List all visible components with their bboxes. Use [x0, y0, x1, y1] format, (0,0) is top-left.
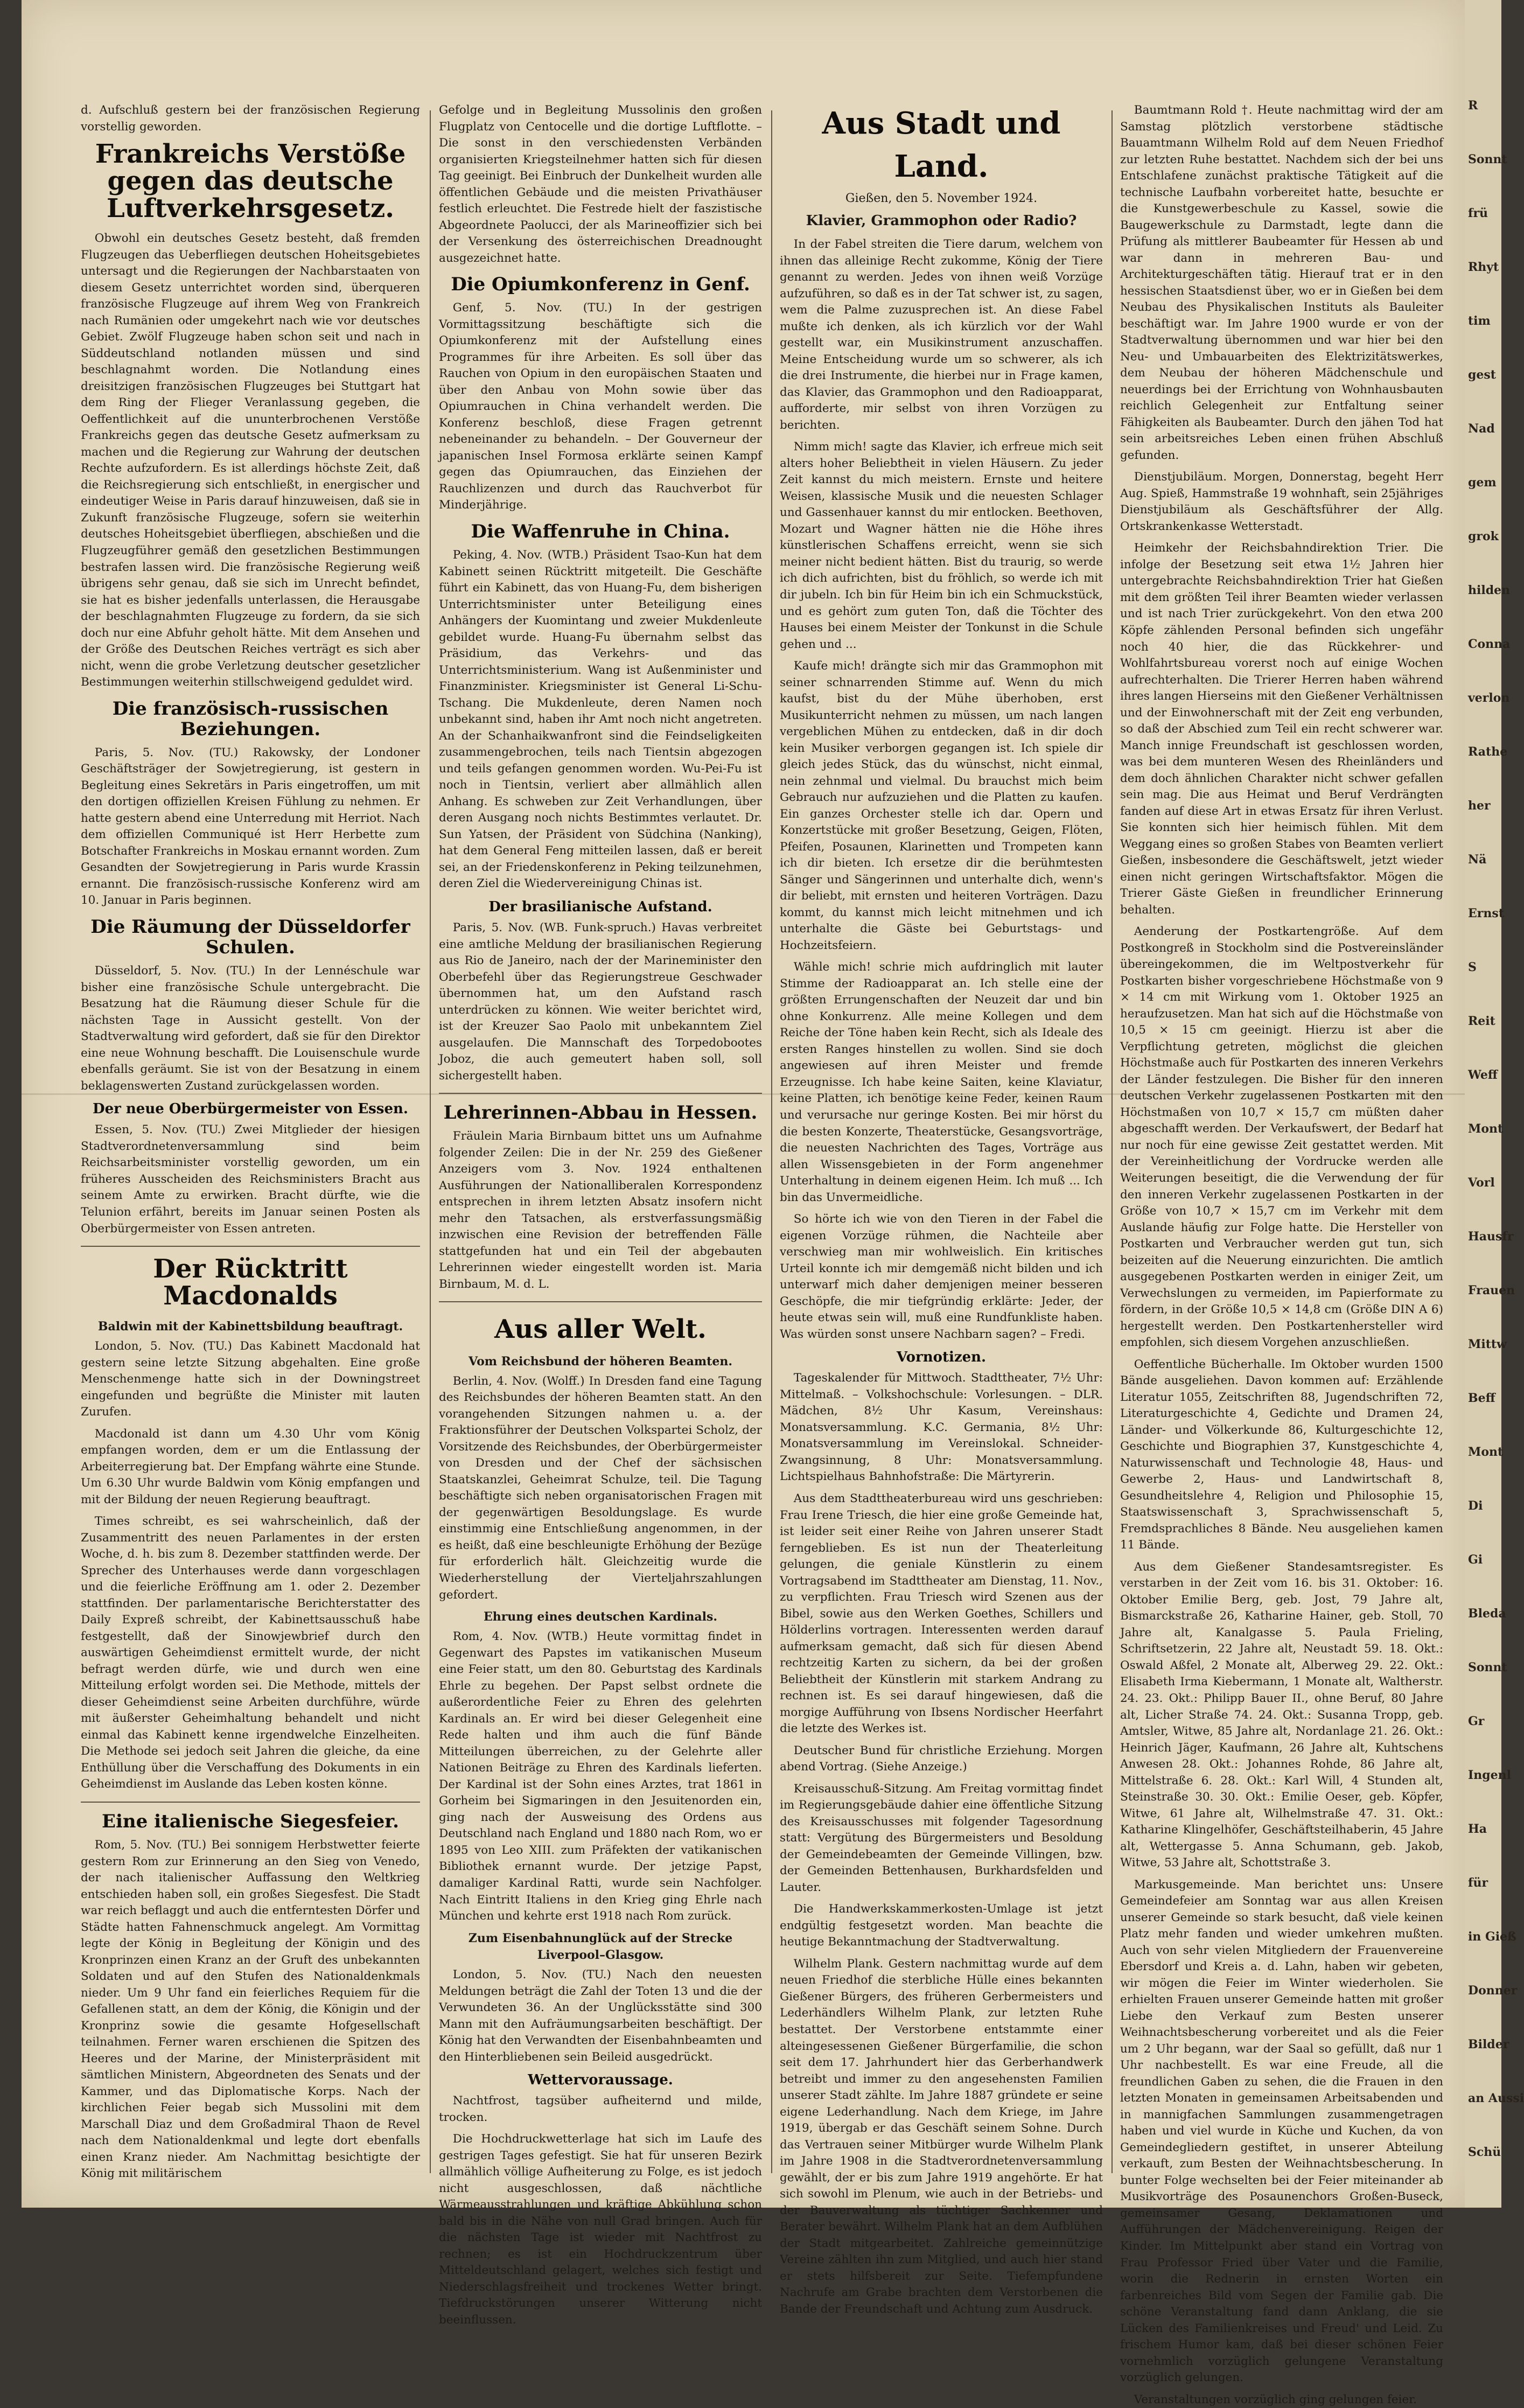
article-macdonald-2: Macdonald ist dann um 4.30 Uhr vom König empfangen worden, dem er um die Entlassung der Arbeiterregierung bat. Der Empfang währte eine Stunde. Um 6.30 Uhr wurde Baldwin vom König empfangen und mit der Bildung der neuen Regierung beauftragt.: [81, 1427, 420, 1506]
article-wetter-2: Die Hochdruckwetterlage hat sich im Laufe des gestrigen Tages gefestigt. Sie hat für unseren Bezirk allmählich völlige Aufheiterung zu Folge, es ist jedoch nicht ausgeschlossen, daß nächtliche Wärmeausstrahlungen und kräftige Abkühlung schon bald bis in die Nähe von null Grad bringen. Auch für die nächsten Tage ist wieder mit Nachtfrost zu rechnen; es ist ein Hochdruckzentrum über Mitteldeutschland gelagert, welches sich festigt und Niederschlagsfreiheit und trockenes Wetter bringt. Tiefdruckstörungen unserer Witterung nicht beeinflussen.: [439, 2132, 762, 2327]
article-china: Peking, 4. Nov. (WTB.) Präsident Tsao-Kun hat dem Kabinett seinen Rücktritt mitgeteilt. Die Geschäfte führt ein Kabinett, das von Huang-Fu, dem bisherigen Unterrichtsminister unter Beteiligung eines Anhängers der Kuomintang und zweier Mukdenleute gebildet wurde. Huang-Fu übernahm selbst das Präsidium, das Verkehrs- und das Unterrichtsministerium. Wang ist Außenminister und Finanzminister. Kriegsminister ist General Li-Schu-Tschang. Die Mukdenleute, deren Namen noch unbekannt sind, haben ihr Amt noch nicht angetreten. An der Schanhaikwanfront sind die Feindseligkeiten zusammengebrochen, teils nach Tientsin abgezogen und teils gefangen genommen worden. Wu-Pei-Fu ist noch in Tientsin, verliert aber allmählich allen Anhang. Es schweben zur Zeit Verhandlungen, über deren Ausgang noch nichts Bestimmtes verlautet. Dr. Sun Yatsen, der Präsident von Südchina (Nanking), hat dem General Feng mitteilen lassen, daß er bereit sei, an der Friedenskonferenz in Peking teilzunehmen, deren Ziel die Wiedervereinigung Chinas ist.: [439, 548, 762, 891]
subhead-kardinal: Ehrung eines deutschen Kardinals.: [483, 1610, 718, 1624]
adjacent-page-fragment: Gr: [1468, 1714, 1485, 1728]
article-tageskalender: Tageskalender für Mittwoch. Stadttheater, 7½ Uhr: Mittelmaß. – Volkshochschule: Vorlesungen. – DLR. Mädchen, 8½ Uhr Kasum, Vereinshaus: Monatsversammlung. K.C. Germania, 8½ Uhr: Monatsversammlung im Vereinslokal. Schneider-Zwangsinnung, 8 Uhr: Monatsversammlung. Lichtspielhaus Bahnhofstraße: Die Märtyrerin.: [780, 1371, 1103, 1484]
divider: [81, 1802, 420, 1803]
headline-luftverkehr: Frankreichs Verstöße gegen das deutsche Luftverkehrsgesetz.: [95, 139, 406, 224]
adjacent-page-edge: [1465, 0, 1524, 2208]
column-rule: [1111, 110, 1113, 2173]
article-klavier-3: Kaufe mich! drängte sich mir das Grammophon mit seiner schnarrenden Stimme auf. Wenn du mich kaufst, bist du der Mühe überhoben, erst Musikunterricht nehmen zu müssen, um nach langen vergeblichen Mühen zu entdecken, daß in dir doch kein Musiker verborgen gegangen ist. Ich spiele dir gleich jedes Stück, das du wünschst, nicht einmal, nein zehnmal und vielmal. Du brauchst mich beim Gebrauch nur aufzuziehen und die Platten zu kaufen. Ein ganzes Orchester stelle ich dar. Opern und Konzertstücke mit großer Besetzung, Geigen, Flöten, Pfeifen, Posaunen, Klarinetten und Trompeten kann ich dir bieten. Ich ersetze dir die berühmtesten Sänger und Sängerinnen und unterhalte dich, wenn's dir beliebt, mit ernsten und heiteren Vorträgen. Dazu kommt, du kannst mich leicht mitnehmen und ich unterhalte die Gäste bei Geburtstags- und Hochzeitsfeiern.: [780, 659, 1103, 952]
article-bund: Deutscher Bund für christliche Erziehung. Morgen abend Vortrag. (Siehe Anzeige.): [780, 1743, 1103, 1774]
article-siegesfeier-cont: Gefolge und in Begleitung Mussolinis den großen Flugplatz von Centocelle und die dortige Luftflotte. – Die sonst in den verschiedensten Verbänden organisierten Kriegsteilnehmer hatten sich für diesen Tag geeinigt. Bei Einbruch der Dunkelheit wurden alle öffentlichen Gebäude und die meisten Privathäuser festlich erleuchtet. Die Festrede hielt der faszistische Abgeordnete Paolucci, der als Marineoffizier sich bei der Versenkung des österreichischen Dreadnought ausgezeichnet hatte.: [439, 103, 762, 265]
newspaper-page: [22, 0, 1465, 2406]
column-3: [780, 102, 1103, 2316]
adjacent-page-fragment: Sonnt: [1468, 152, 1507, 166]
article-end: Veranstaltungen vorzüglich ging gelungen feier.: [1134, 2392, 1417, 2406]
adjacent-page-fragment: Ernst: [1468, 906, 1504, 920]
article-klavier-4: Wähle mich! schrie mich aufdringlich mit lauter Stimme der Radioapparat an. Ich stelle eine der größten Errungenschaften der Neuzeit dar und bin ohne Konkurrenz. Alle meine Kollegen und dem Reiche der Töne haben kein Recht, sich als Ideale des ersten Ranges hinstellen zu wollen. Sind sie doch angewiesen auf ihren Meister und fremde Erzeugnisse. Ich habe keine Saiten, keine Klaviatur, keine Platten, ich benötige keine Feder, keinen Raum und verursache nur geringe Kosten. Bei mir hörst du die besten Konzerte, Theaterstücke, Gesangsvorträge, die neuesten Nachrichten des Tages, Vorträge aus allen Wissensgebieten in der Form angenehmer Unterhaltung in deinem eigenen Heim. Ich muß ... Ich bin das Unvermeidliche.: [780, 960, 1103, 1204]
adjacent-page-fragment: Bleda: [1468, 1607, 1506, 1621]
adjacent-page-fragment: Nad: [1468, 422, 1495, 436]
column-2: [439, 102, 762, 2327]
adjacent-page-fragment: S: [1468, 960, 1477, 974]
adjacent-page-fragment: für: [1468, 1876, 1488, 1890]
adjacent-page-fragment: R: [1468, 99, 1478, 113]
adjacent-page-fragment: Ingenl: [1468, 1768, 1512, 1782]
subhead-beamten: Vom Reichsbund der höheren Beamten.: [469, 1354, 732, 1369]
headline-oberbuergermeister: Der neue Oberbürgermeister von Essen.: [93, 1101, 408, 1118]
adjacent-page-fragment: Gi: [1468, 1553, 1483, 1567]
article-reichsbahn: Heimkehr der Reichsbahndirektion Trier. Die infolge der Besetzung seit etwa 1½ Jahren hier untergebrachte Reichsbahndirektion Trier hat Gießen mit dem größten Teil ihrer Beamten wieder verlassen und ist nach Trier zurückgekehrt. Von den etwa 200 Köpfe zählenden Personal befinden sich ungefähr noch 40 hier, die das Rückkehrer- und Wohlfahrtsbureau vorerst noch auf einige Wochen aufrechterhalten. Die Trierer Herren haben während ihres langen Hierseins mit den Gießener Verhältnissen und der Einwohnerschaft mit der Zeit eng verbunden, so daß der Abschied zum Teil ein recht schwerer war. Manch innige Freundschaft ist geschlossen worden, was bei dem munteren Wesen des Rheinländers und dem doch ähnlichen Charakter nicht schwer gefallen sein mag. Die aus Heimat und Beruf Verdrängten fanden auf diese Art in etwas Ersatz für ihren Verlust. Sie konnten sich hier heimisch fühlen. Mit dem Weggang eines so großen Stabes von Beamten verliert Gießen, insbesondere die Geschäftswelt, jetzt wieder einen nicht geringen Wirtschaftsfaktor. Mögen die Trierer Gäste Gießen in freundlicher Erinnerung behalten.: [1120, 541, 1443, 917]
article-brasil: Paris, 5. Nov. (WB. Funk-spruch.) Havas verbreitet eine amtliche Meldung der brasilianischen Regierung aus Rio de Janeiro, nach der der Marineminister den Oberbefehl über das Regierungstreue Geschwader übernommen hat, um den Aufstand rasch unterdrücken zu können. Wie weiter berichtet wird, ist der Kreuzer Sao Paolo mit unbekanntem Ziel ausgelaufen. Die Mannschaft des Torpedobootes Joboz, die auch gemeutert haben soll, soll sichergestellt haben.: [439, 921, 762, 1083]
adjacent-page-fragment: hilden: [1468, 583, 1511, 597]
dateline: Gießen, den 5. November 1924.: [845, 192, 1038, 206]
adjacent-page-fragment: Weff: [1468, 1068, 1498, 1082]
subhead-unglueck: Zum Eisenbahnunglück auf der Strecke Liverpool–Glasgow.: [468, 1931, 733, 1962]
column-rule: [771, 110, 772, 2173]
adjacent-page-fragment: Schü: [1468, 2145, 1501, 2159]
headline-brasil: Der brasilianische Aufstand.: [488, 898, 712, 915]
article-oberbuergermeister: Essen, 5. Nov. (TU.) Zwei Mitglieder der hiesigen Stadtverordnetenversammlung sind beim Reichsarbeitsminister vorstellig geworden, um ein früheres Ausscheiden des Reichsministers Bracht aus seinem Amte zu erwirken. Bracht dürfte, wie die Telunion erfährt, bereits im Januar seinen Posten als Oberbürgermeister von Essen antreten.: [81, 1123, 420, 1236]
adjacent-page-fragment: Hausfr: [1468, 1230, 1514, 1244]
article-standesamt: Aus dem Gießener Standesamtsregister. Es verstarben in der Zeit vom 16. bis 31. Oktober: 16. Oktober Emilie Berg, geb. Jost, 79 Jahre alt, Bismarckstraße 26, Katharine Hainer, geb. Stoll, 70 Jahre alt, Kanalgasse 5. Paula Frieling, Schriftsetzerin, 22 Jahre alt, Neustadt 59. 18. Okt.: Oswald Aßfel, 2 Monate alt, Alberweg 29. 22. Okt.: Elisabeth Irma Kiebermann, 1 Monate alt, Waltherstr. 24. 23. Okt.: Philipp Bauer II., ohne Beruf, 80 Jahre alt, Licher Straße 74. 24. Okt.: Susanna Tropp, geb. Amtsler, Witwe, 85 Jahre alt, Nordanlage 21. 26. Okt.: Heinrich Jäger, Kaufmann, 26 Jahre alt, Kuhtschens Anwesen 28. Okt.: Johannes Rohde, 86 Jahre alt, Mittelstraße 6. 28. Okt.: Karl Will, 4 Stunden alt, Steinstraße 30. 30. Okt.: Emilie Oeser, geb. Köpfer, Witwe, 61 Jahre alt, Wilhelmstraße 47. 31. Okt.: Katharine Klingelhöfer, Geschäftsteilhaberin, 45 Jahre alt, Wettergasse 5. Anna Schumann, geb. Jakob, Witwe, 53 Jahre alt, Schottstraße 3.: [1120, 1560, 1443, 1870]
article-kreisausschuss: Kreisausschuß-Sitzung. Am Freitag vormittag findet im Regierungsgebäude dahier eine öffentliche Sitzung des Kreisausschusses mit folgender Tagesordnung statt: Vergütung des Bürgermeisters und Besoldung der Gemeindebeamten der Gemeinde Villingen, bzw. der Gemeinden Bettenhausen, Burkhardsfelden und Lauter.: [780, 1782, 1103, 1894]
article-russ: Paris, 5. Nov. (TU.) Rakowsky, der Londoner Geschäftsträger der Sowjetregierung, ist gestern in Begleitung eines Sekretärs in Paris eingetroffen, um mit den dortigen offiziellen Kreisen Fühlung zu nehmen. Er hatte gestern abend eine Unterredung mit Herriot. Nach dem offiziellen Communiqué ist Herr Herbette zum Botschafter Frankreichs in Moskau ernannt worden. Zum Gesandten der Sowjetregierung in Paris wurde Krassin ernannt. Die französisch-russische Konferenz wird am 10. Januar in Paris beginnen.: [81, 745, 420, 908]
article-unglueck: London, 5. Nov. (TU.) Nach den neuesten Meldungen beträgt die Zahl der Toten 13 und die der Verwundeten 36. An der Unglücksstätte sind 300 Mann mit den Aufräumungsarbeiten beschäftigt. Der König hat den Verwandten der Eisenbahnbeamten und den Hinterbliebenen sein Beileid ausgedrückt.: [439, 1968, 762, 2064]
adjacent-page-fragment: Vorl: [1468, 1176, 1495, 1190]
article-lehrerinnen: Fräulein Maria Birnbaum bittet uns um Aufnahme folgender Zeilen: Die in der Nr. 259 des Gießener Anzeigers vom 3. Nov. 1924 enthaltenen Ausführungen der Nationalliberalen Korrespondenz entsprechen in ihrem letzten Absatz insofern nicht mehr den Tatsachen, als erstverfassungsmäßig inzwischen eine Revision der betreffenden Fälle stattgefunden hat und ein Teil der abgebauten Lehrerinnen wieder eingestellt worden ist. Maria Birnbaum, M. d. L.: [439, 1129, 762, 1291]
adjacent-page-fragment: Nä: [1468, 853, 1487, 867]
adjacent-page-fragment: Beff: [1468, 1391, 1495, 1405]
article-klavier-1: In der Fabel streiten die Tiere darum, welchem von ihnen das alleinige Recht zukomme, König der Tiere genannt zu werden. Jedes von ihnen weiß Vorzüge aufzuführen, so daß es in der Tat schwer ist, zu sagen, wem die Palme zuzusprechen ist. An diese Fabel mußte ich denken, als ich kürzlich vor der Wahl gestellt war, ein Musikinstrument anzuschaffen. Meine Entscheidung wurde um so schwerer, als ich die drei Instrumente, die hierbei nur in Frage kamen, das Klavier, das Grammophon und den Radioapparat, aufforderte, mir selbst von ihren Vorzügen zu berichten.: [780, 238, 1103, 432]
adjacent-page-fragment: an Aussi: [1468, 2091, 1524, 2105]
headline-opium: Die Opiumkonferenz in Genf.: [451, 274, 750, 296]
section-aus-aller-welt: Aus aller Welt.: [494, 1314, 707, 1345]
subhead-macdonald: Baldwin mit der Kabinettsbildung beauftragt.: [97, 1319, 403, 1334]
column-1: [81, 102, 420, 2187]
adjacent-page-fragment: Donner: [1468, 1984, 1518, 1998]
article-klavier-5: So hörte ich wie von den Tieren in der Fabel die eigenen Vorzüge rühmen, die Nachteile aber verschwieg man mir wohlweislich. Ein kritisches Urteil konnte ich mir demgemäß nicht bilden und ich unterwarf mich daher demjenigen meiner besseren Geschöpfe, die mir tiefgründig erklärte: Jeder, der heute etwas sein will, muß eine Rundfunkliste haben. Was würden sonst unsere Nachbarn sagen? – Fredi.: [780, 1212, 1103, 1341]
headline-raeumung: Die Räumung der Düsseldorfer Schulen.: [90, 916, 410, 959]
adjacent-page-fragment: in Gieß: [1468, 1930, 1516, 1944]
subhead-klavier: Klavier, Grammophon oder Radio?: [806, 213, 1077, 229]
article-postkarte: Aenderung der Postkartengröße. Auf dem Postkongreß in Stockholm sind die Postvereinsländer übereingekommen, die im Weltpostverkehr für Postkarten bisher vorgeschriebene Höchstmaße von 9 × 14 cm mit Wirkung vom 1. Oktober 1925 an heraufzusetzen. Man hat sich auf die Höchstmaße von 10,5 × 15 cm geeinigt. Hierzu ist aber die Verpflichtung getreten, möglichst die gleichen Höchstmaße auch für Postkarten des inneren Verkehrs der Länder festzulegen. Die Bisher für den inneren deutschen Verkehr zugelassenen Postkarten mit den Höchstmaßen von 10,7 × 15,7 cm müßten daher abgeschafft werden. Der Verkaufswert, der Bedarf hat nur noch für eine gewisse Zeit gestattet werden. Mit der Vereinheitlichung der Vordrucke werden alle Weiterungen beseitigt, die die Verwendung der für den inneren Verkehr zugelassenen Postkarten in der Größe von 10,7 × 15,7 cm im Verkehr mit dem Auslande häufig zur Folge hatte. Die Hersteller von Postkarten und Verbraucher werden gut tun, sich beizeiten auf die Neuerung einzurichten. Die amtlich ausgegebenen Postkarten werden in einiger Zeit, um Verwechslungen zu vermeiden, im Papierformate zu fördern, in der Größe 10,5 × 14,8 cm (Größe DIN A 6) hergestellt werden. Den Postkartenhersteller wird empfohlen, sich diesem Vorgehen anzuschließen.: [1120, 925, 1443, 1350]
article-beamten: Berlin, 4. Nov. (Wolff.) In Dresden fand eine Tagung des Reichsbundes der höheren Beamten statt. An den vorangehenden Sitzungen nahmen u. a. der Fraktionsführer der Deutschen Volkspartei Scholz, der Vorsitzende des Reichsbundes, der Oberbürgermeister von Dresden und der Chef der sächsischen Staatskanzlei, Geheimrat Schulze, teil. Die Tagung beschäftigte sich neben organisatorischen Fragen mit der gegenwärtigen Besoldungslage. Es wurde einstimmig eine Entschließung angenommen, in der es heißt, daß eine beschleunigte Erhöhung der Bezüge für erforderlich hält. Gleichzeitig wurde die Wiederherstellung der Vierteljahrszahlungen gefordert.: [439, 1374, 762, 1602]
adjacent-page-fragment: gest: [1468, 368, 1496, 382]
article-stadttheater: Aus dem Stadttheaterbureau wird uns geschrieben: Frau Irene Triesch, die hier eine große Gemeinde hat, ist leider seit einer Reihe von Jahren unserer Stadt ferngeblieben. Es ist nun der Theaterleitung gelungen, die geniale Künstlerin zu einem Vortragsabend im Stadttheater am Dienstag, 11. Nov., zu verpflichten. Frau Triesch wird Szenen aus der Bibel, sowie aus den Werken Goethes, Schillers und Hölderlins vortragen. Interessenten werden darauf aufmerksam gemacht, daß sich für diesen Abend rechtzeitig Karten zu sichern, da bei der großen Beliebtheit der Künstlerin mit starkem Andrang zu rechnen ist. Es sei darauf hingewiesen, daß die morgige Aufführung von Ibsens Nordischer Heerfahrt die letzte des Werkes ist.: [780, 1492, 1103, 1736]
headline-russ: Die französisch-russischen Beziehungen.: [112, 697, 389, 740]
adjacent-page-fragment: grok: [1468, 529, 1499, 543]
adjacent-page-fragment: tim: [1468, 314, 1491, 328]
article-handwerkskammer: Die Handwerkskammerkosten-Umlage ist jetzt endgültig festgesetzt worden. Man beachte die heutige Bekanntmachung der Stadtverwaltung.: [780, 1902, 1103, 1949]
divider: [81, 1246, 420, 1247]
adjacent-page-fragment: Sonnt: [1468, 1660, 1507, 1674]
headline-china: Die Waffenruhe in China.: [471, 520, 730, 542]
article-markusgemeinde: Markusgemeinde. Man berichtet uns: Unsere Gemeindefeier am Sonntag war aus allen Kreisen unserer Gemeinde so stark besucht, daß viele keinen Platz mehr fanden und wieder umkehren mußten. Auch von sehr vielen Mitgliedern der Frauenvereine Ebersdorf und Kreis a. d. Lahn, haben wir gebeten, wir mögen die Feier im Winter wiederholen. Sie erhielten Frauen unserer Gemeinde hatten mit großer Liebe den Verkauf zum Besten unserer Weihnachtsbescherung vorbereitet und als die Feier um 2 Uhr begann, war der Saal so gefüllt, daß nur 1 Uhr nachbestellt. Es war eine Freude, all die freundlichen Gaben zu sehen, die die Frauen in den letzten Monaten in gemeinsamen Arbeitsabenden und in mannigfachen Sammlungen zusammengetragen haben und viel wurde in Küche und Kuchen, da von Gemeindegliedern gestiftet, in unserer Abteilung verkauft, zum Besten der Weihnachtsbescherung. In bunter Folge wechselten bei der Feier miteinander ab Musikvorträge des Posaunenchors Großen-Buseck, gemeinsamer Gesang, Deklamationen und Aufführungen der Mädchenvereinigung. Reigen der Kinder. Im Mittelpunkt aber stand ein Vortrag von Frau Professor Fried über Vater und die Familie, worin die Rednerin in ernsten Worten ein farbenreiches Bild vom Segen der Familie gab. Die schöne Veranstaltung fand dann Anklang, die sie Lücken des Familienkreises und Freud' und Leid. Zu frischem Humor kam, daß bei dieser schönen Feier vornehmlich vorzüglich gelungene Veranstaltung vorzüglich gelungen.: [1120, 1877, 1443, 2385]
article-kardinal: Rom, 4. Nov. (WTB.) Heute vormittag findet in Gegenwart des Papstes im vatikanischen Museum eine Feier statt, um den 80. Geburtstag des Kardinals Ehrle zu begehen. Der Papst selbst ordnete die außerordentliche Feier zu Ehren des gelehrten Kardinals an. Er wird bei dieser Gelegenheit eine Rede halten und ihm auch die fünf Bände Mitteilungen überreichen, zu der Gelehrte aller Nationen Beiträge zu Ehren des Kardinals lieferten. Der Kardinal ist der Sohn eines Arztes, trat 1861 in Gorheim bei Sigmaringen in den Jesuitenorden ein, ging nach der Ausweisung des Ordens aus Deutschland nach England und 1880 nach Rom, wo er 1895 von Leo XIII. zum Präfekten der vatikanischen Bibliothek ernannt wurde. Der jetzige Papst, damaliger Kardinal Ratti, wurde sein Nachfolger. Nach Eintritt Italiens in den Krieg ging Ehrle nach München und kehrte erst 1918 nach Rom zurück.: [439, 1630, 762, 1923]
adjacent-page-fragment: Di: [1468, 1499, 1483, 1513]
adjacent-page-fragment: Ha: [1468, 1822, 1487, 1836]
article-opium: Genf, 5. Nov. (TU.) In der gestrigen Vormittagssitzung beschäftigte sich die Opiumkonferenz mit der Aufstellung eines Programmes für ihre Arbeiten. Es soll über das Rauchen von Opium in den europäischen Staaten und über den Anbau von Mohn sowie über das Opiumrauchen in China verhandelt werden. Die Konferenz beschloß, diese Fragen getrennt nebeneinander zu behandeln. – Der Gouverneur der japanischen Insel Formosa erklärte seinen Kampf gegen das Opiumrauchen, das Einziehen der Rauchlizenzen und durch das Rauchverbot für Minderjährige.: [439, 301, 762, 512]
adjacent-page-fragment: Mittw: [1468, 1337, 1507, 1351]
article-klavier-2: Nimm mich! sagte das Klavier, ich erfreue mich seit alters hoher Beliebtheit in vielen Häusern. Zu jeder Zeit kannst du mich meistern. Ernste und heitere Weisen, klassische Musik und die neuesten Schlager und Gassenhauer kannst du mir entlocken. Beethoven, Mozart und Wagner hätten nie die Höhe ihres künstlerischen Schaffens erreicht, wenn sie sich meiner nicht bedient hätten. Bist du traurig, so werde ich dich aufrichten, bist du fröhlich, so werde ich mit dir jubeln. Ich bin für Heim bin ich ein Schmuckstück, und es gehört zum guten Ton, daß die Töchter des Hauses bei einem Meister der Tonkunst in die Schule gehen und ...: [780, 440, 1103, 651]
column-4: [1120, 102, 1443, 2406]
article-macdonald-1: London, 5. Nov. (TU.) Das Kabinett Macdonald hat gestern seine letzte Sitzung abgehalten. Eine große Menschenmenge hatte sich in der Downingstreet eingefunden und begrüßte die Minister mit lauten Zurufen.: [81, 1339, 420, 1419]
headline-vornotizen: Vornotizen.: [896, 1349, 987, 1366]
intro-text: d. Aufschluß gestern bei der französischen Regierung vorstellig geworden.: [81, 103, 420, 134]
article-plank: Wilhelm Plank. Gestern nachmittag wurde auf dem neuen Friedhof die sterbliche Hülle eines bekannten Gießener Bürgers, des früheren Gerbermeisters und Lederhändlers Wilhelm Plank, zur letzten Ruhe bestattet. Der Verstorbene entstammte einer alteingesessenen Gießener Bürgerfamilie, die schon seit dem 17. Jahrhundert hier das Gerberhandwerk betreibt und immer zu den angesehensten Familien unserer Stadt zählte. Im Jahre 1887 gründete er seine eigene Lederhandlung. Nach dem Kriege, im Jahre 1919, übergab er das Geschäft seinem Sohne. Durch das Vertrauen seiner Mitbürger wurde Wilhelm Plank im Jahre 1908 in die Stadtverordnetenversammlung gewählt, der er bis zum Jahre 1919 angehörte. Er hat sich sowohl im Plenum, wie auch in der Betriebs- und der Bauverwaltung als tüchtiger Sachkenner und Berater bewährt. Wilhelm Plank hat an dem Aufblühen der Stadt mitgearbeitet. Zahlreiche gemeinnützige Vereine zählten ihn zum Mitglied, und auch hier stand er stets hilfsbereit zur Seite. Tiefempfundene Nachrufe am Grabe brachten dem Verstorbenen die Bande der Freundschaft und Achtung zum Ausdruck.: [780, 1957, 1103, 2316]
adjacent-page-fragment: Rhyt: [1468, 260, 1499, 274]
adjacent-page-fragment: Frauen: [1468, 1283, 1515, 1297]
adjacent-page-fragment: Mont: [1468, 1122, 1504, 1136]
adjacent-page-fragment: Mont: [1468, 1445, 1504, 1459]
headline-lehrerinnen: Lehrerinnen-Abbau in Hessen.: [443, 1102, 758, 1124]
article-siegesfeier: Rom, 5. Nov. (TU.) Bei sonnigem Herbstwetter feierte gestern Rom zur Erinnerung an den Sieg von Venedo, der nach italienischer Auffassung den Weltkrieg entschieden haben soll, ein großes Siegesfest. Die Stadt war reich beflaggt und auch die entferntesten Dörfer und Städte hatten Fahnenschmuck angelegt. Am Vormittag legte der König in Begleitung der Königin und des Kronprinzen einen Kranz an der Gruft des unbekannten Soldaten und auf den Stufen des Nationaldenkmals nieder. Um 9 Uhr fand ein feierliches Requiem für die Gefallenen statt, an dem der König, die Königin und der Kronprinz sowie die gesamte Hofgesellschaft teilnahmen. Ferner waren erschienen die Spitzen des Heeres und der Marine, der Ministerpräsident mit sämtlichen Ministern, Abgeordneten des Senats und der Kammer, und das Diplomatische Korps. Nach der kirchlichen Feier begab sich Mussolini mit dem Marschall Diaz und dem Großadmiral Thaon de Revel nach dem Nationaldenkmal und legte dort ebenfalls einen Kranz nieder. Am Nachmittag besichtigte der König mit militärischem: [81, 1838, 420, 2181]
adjacent-page-fragment: frü: [1468, 206, 1488, 220]
article-raeumung: Düsseldorf, 5. Nov. (TU.) In der Lennéschule war bisher eine französische Schule untergebracht. Die Besatzung hat die Räumung dieser Schule für die nächsten Tage in Aussicht gestellt. Von der Stadtverwaltung wird gefordert, daß sie für den Direktor eine neue Wohnung beschafft. Die Louisenschule wurde ebenfalls geräumt. Sie ist von der Besatzung in einem beklagenswerten Zustand zurückgelassen worden.: [81, 964, 420, 1093]
adjacent-page-fragment: Rathe: [1468, 745, 1508, 759]
adjacent-page-fragment: Bilder: [1468, 2037, 1509, 2051]
headline-macdonald: Der Rücktritt Macdonalds: [153, 1254, 348, 1311]
headline-wetter: Wettervoraussage.: [528, 2072, 673, 2089]
headline-siegesfeier: Eine italienische Siegesfeier.: [102, 1810, 399, 1832]
column-rule: [430, 110, 431, 2173]
adjacent-page-fragment: verlon: [1468, 691, 1510, 705]
adjacent-page-fragment: Conna: [1468, 637, 1511, 651]
article-jubilaeum: Dienstjubiläum. Morgen, Donnerstag, begeht Herr Aug. Spieß, Hammstraße 19 wohnhaft, sein 25jähriges Dienstjubiläum als Geschäftsführer der Allg. Ortskrankenkasse Wetterstadt.: [1120, 470, 1443, 533]
article-luftverkehr: Obwohl ein deutsches Gesetz besteht, daß fremden Flugzeugen das Ueberfliegen deutschen Hoheitsgebietes untersagt und die Regierungen der Nachbarstaaten von diesem Gesetz unterrichtet worden sind, überqueren französische Flugzeuge auf ihrem Weg von Frankreich nach Rumänien oder umgekehrt nach wie vor deutsches Gebiet. Zwölf Flugzeuge haben schon seit und nach in Süddeutschland notlanden müssen und sind beschlagnahmt worden. Die Notlandung eines dreisitzigen französischen Flugzeuges bei Stuttgart hat dem Ring der Flieger Veranlassung gegeben, die Oeffentlichkeit auf die ununterbrochenen Verstöße Frankreichs gegen das deutsche Gesetz aufmerksam zu machen und die Regierung zur Wahrung der deutschen Rechte aufzufordern. Es ist allerdings höchste Zeit, daß die Reichsregierung sich entschließt, in energischer und eindeutiger Weise in Paris darauf hinzuweisen, daß sie in Zukunft französische Flugzeuge, sofern sie weiterhin deutsches Hoheitsgebiet überfliegen, abschießen und die Flugzeugführer gemäß den gesetzlichen Bestimmungen bestrafen lassen wird. Die französische Regierung weiß übrigens sehr genau, daß sie sich im Unrecht befindet, sie hat es bisher jedenfalls unterlassen, die Herausgabe der beschlagnahmten Flugzeuge zu fordern, da sie sich doch nur eine Abfuhr geholt hätte. Mit dem Ansehen und der Größe des Deutschen Reiches verträgt es sich aber nicht, wenn die grobe Verletzung deutscher gesetzlicher Bestimmungen weiterhin stillschweigend geduldet wird.: [81, 232, 420, 689]
article-rold: Baumtmann Rold †. Heute nachmittag wird der am Samstag plötzlich verstorbene städtische Bauamtmann Wilhelm Rold auf dem Neuen Friedhof zur letzten Ruhe bestattet. Nachdem sich der bei uns Entschlafene zunächst praktische Tätigkeit auf die technische Laufbahn vorbereitet hatte, besuchte er die Kunstgewerbeschule zu Kassel, sowie die Baugewerkschule zu Darmstadt, legte dann die Prüfung als mittlerer Baubeamter für Hessen ab und war dann in mehreren Bau- und Architekturgeschäften tätig. Hierauf trat er in den hessischen Staatsdienst über, wo er in Gießen bei dem Neubau des Physikalischen Instituts als Bauleiter beschäftigt war. Im Jahre 1900 wurde er von der Stadtverwaltung übernommen und war hier bei den Neu- und Umbauarbeiten des Elektrizitätswerkes, dem Neubau der höheren Mädchenschule und neuerdings bei der Errichtung von Wohnhausbauten reichlich Gelegenheit zur Entfaltung seiner Fähigkeiten als Baubeamter. Durch den jähen Tod hat sein arbeitsreiches Leben einen frühen Abschluß gefunden.: [1120, 103, 1443, 462]
section-stadt-und-land: Aus Stadt und Land.: [822, 106, 1061, 184]
article-macdonald-3: Times schreibt, es sei wahrscheinlich, daß der Zusammentritt des neuen Parlamentes in der ersten Woche, d. h. bis zum 8. Dezember stattfinden werde. Der Sprecher des Unterhauses werde dann vorgeschlagen und die feierliche Eröffnung am 1. oder 2. Dezember stattfinden. Der parlamentarische Berichterstatter des Daily Expreß schreibt, der Kabinettsausschuß habe festgestellt, daß der Sinowjewbrief durch den auswärtigen Geheimdienst ermittelt wurde, der nicht befragt werden dürfe, wie und durch wen eine Mitteilung erfolgt worden sei. Die Methode, mittels der dieser Geheimdienst seine Arbeiten durchführe, würde mit äußerster Geheimhaltung behandelt und nicht einmal das Kabinett kenne irgendwelche Einzelheiten. Die Methode sei jedoch seit Jahren die gleiche, da eine Enthüllung über die Verschaffung des Dokuments in ein Geheimdienst im Auslande das Leben kosten könne.: [81, 1514, 420, 1791]
adjacent-page-fragment: gem: [1468, 476, 1497, 490]
adjacent-page-fragment: her: [1468, 799, 1491, 813]
divider: [439, 1301, 762, 1302]
paper-fold: [22, 1093, 1465, 1095]
article-buecherhalle: Oeffentliche Bücherhalle. Im Oktober wurden 1500 Bände ausgeliehen. Davon kommen auf: Erzählende Literatur 1055, Zeitschriften 88, Jugendschriften 72, Literaturgeschichte 4, Gedichte und Dramen 24, Länder- und Völkerkunde 86, Kulturgeschichte 12, Geschichte und Biographien 37, Kunstgeschichte 4, Naturwissenschaft und Technologie 48, Haus- und Gewerbe 2, Haus- und Landwirtschaft 8, Gesundheitslehre 4, Religion und Philosophie 15, Staatswissenschaft 3, Sprachwissenschaft 5, Fremdsprachliches 8 Bände. Neu ausgeliehen kamen 11 Bände.: [1120, 1357, 1443, 1552]
article-wetter-1: Nachtfrost, tagsüber aufheiternd und milde, trocken.: [439, 2094, 762, 2124]
adjacent-page-fragment: Reit: [1468, 1014, 1495, 1028]
